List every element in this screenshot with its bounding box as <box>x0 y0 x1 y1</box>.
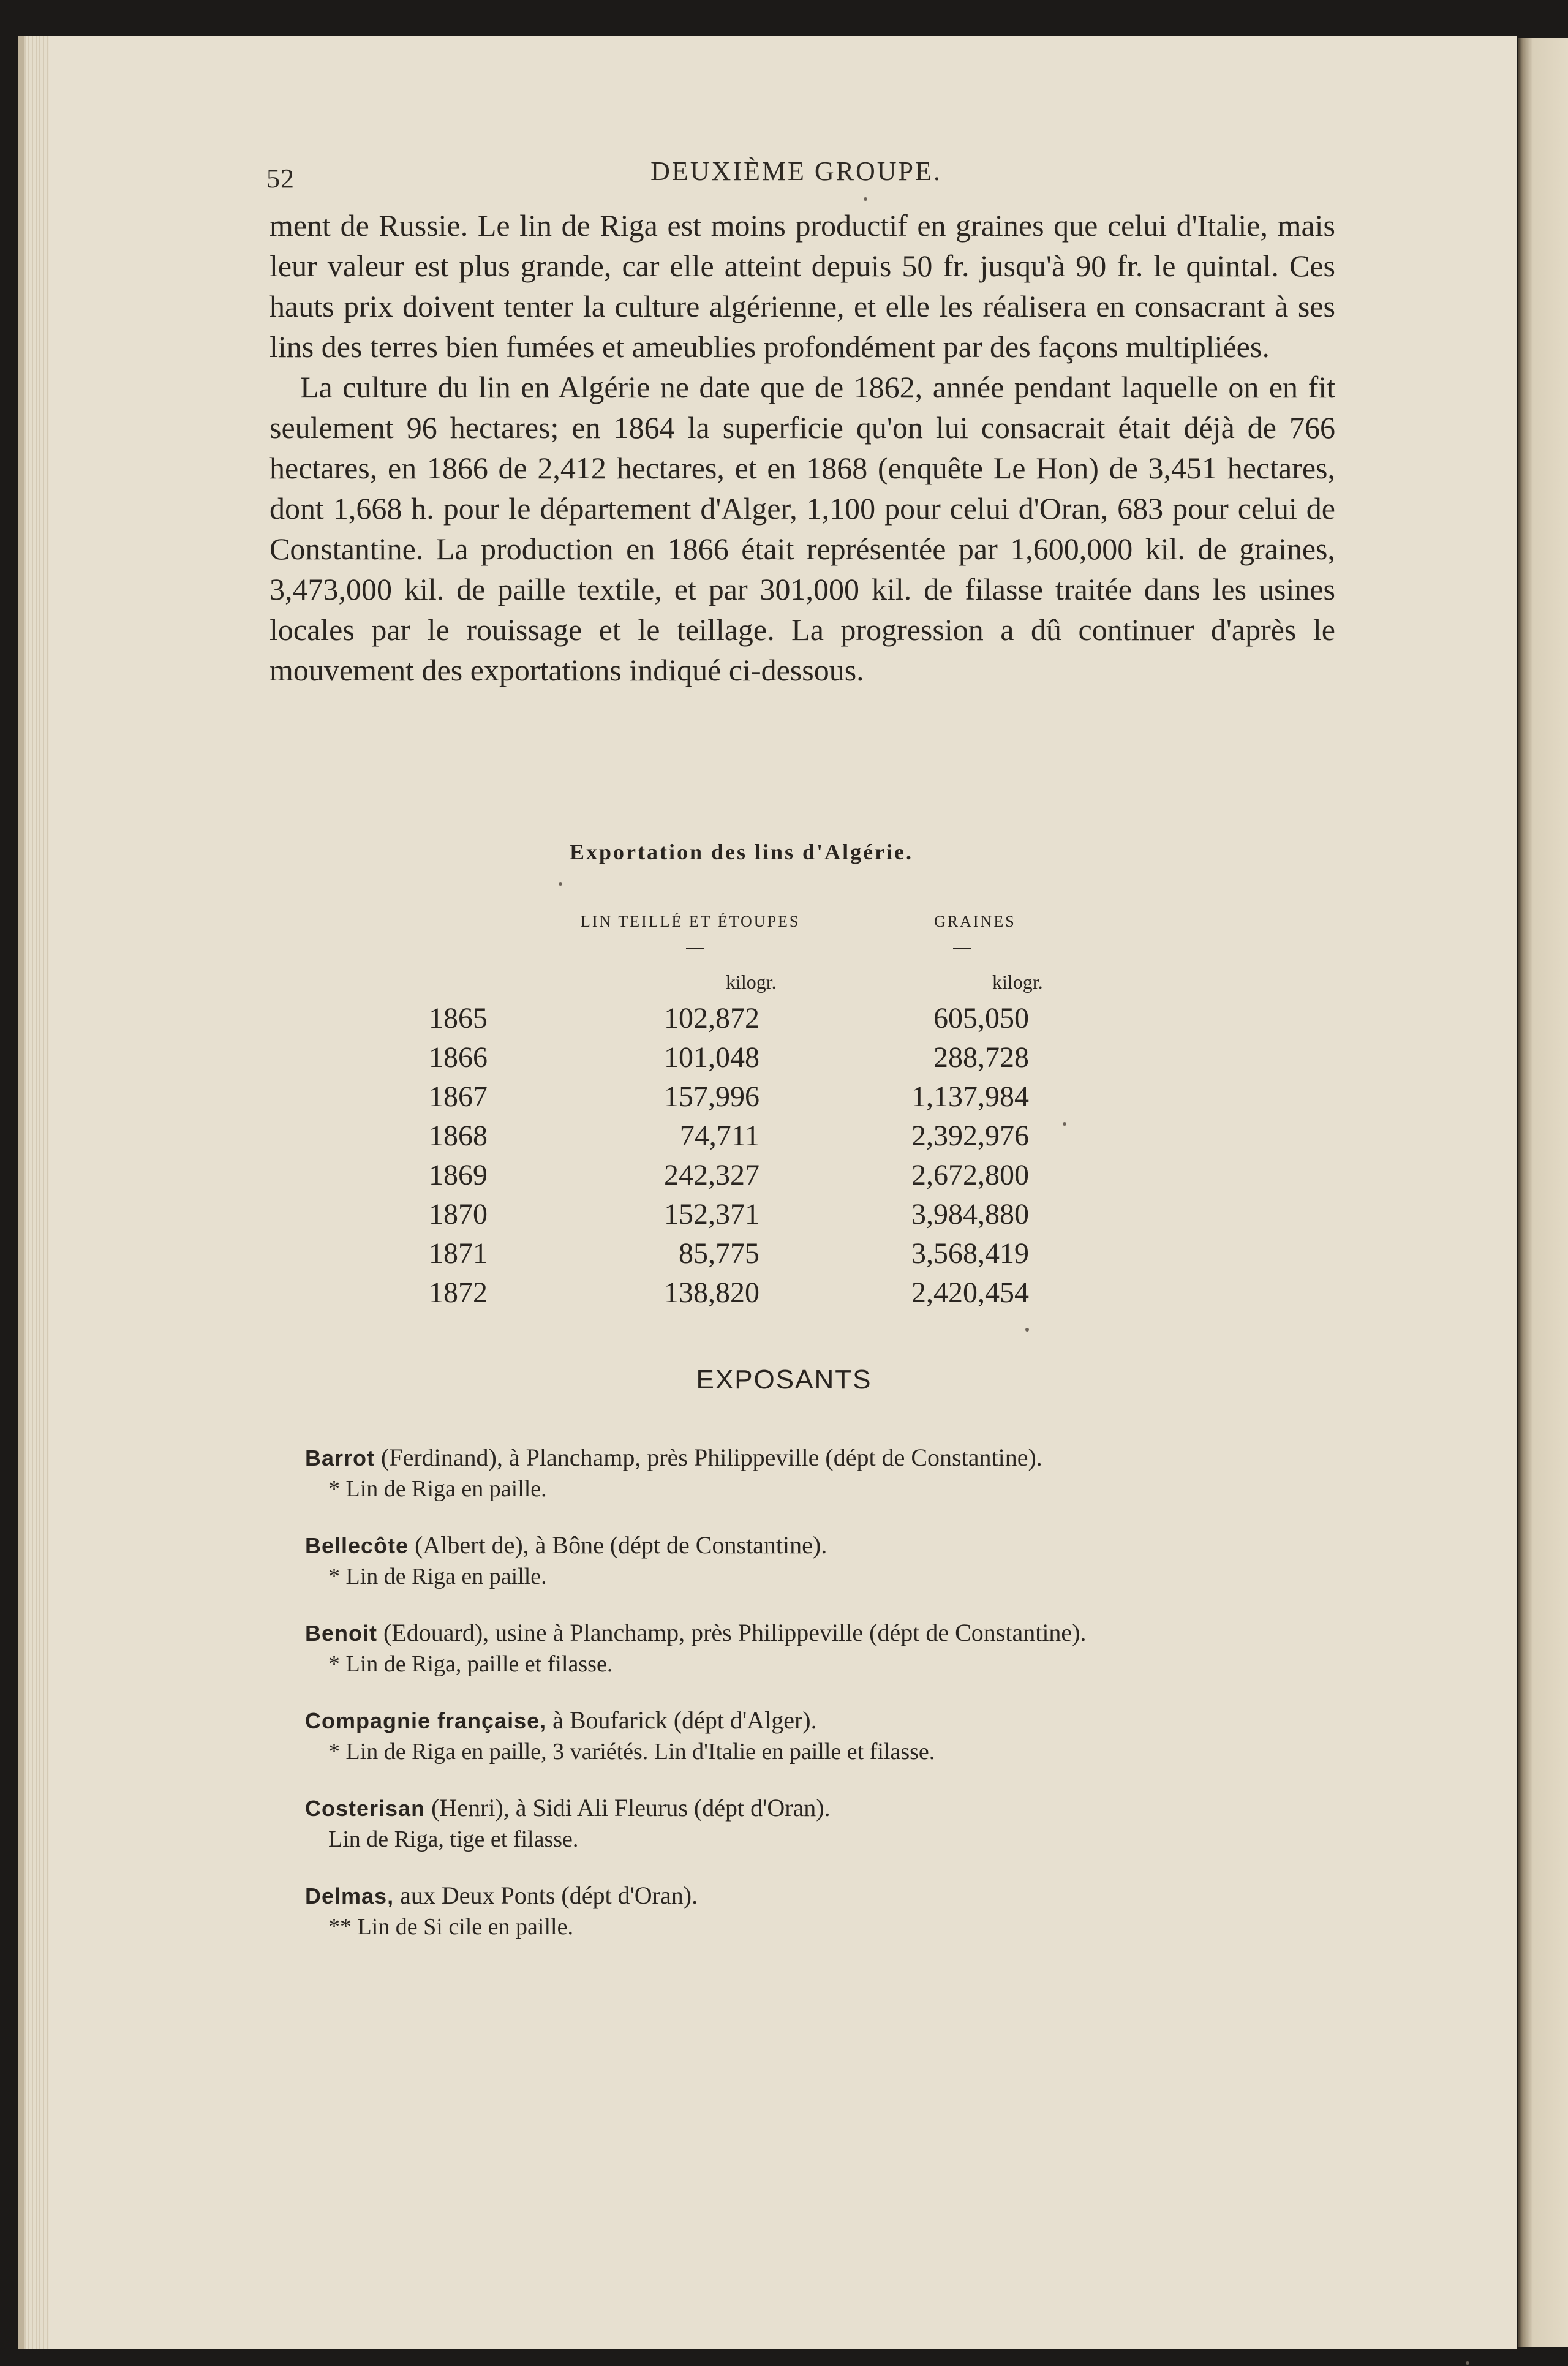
ink-speck <box>864 197 867 201</box>
lin-cell: 85,775 <box>679 1237 760 1270</box>
exhibitor-info: (Edouard), usine à Planchamp, près Philippeville (dépt de Constantine). <box>383 1619 1087 1646</box>
exhibitor-product: Lin de Riga, tige et filasse. <box>328 1826 579 1852</box>
graines-cell: 605,050 <box>933 1002 1029 1034</box>
year-cell: 1868 <box>429 1120 488 1152</box>
lin-cell: 157,996 <box>664 1080 760 1113</box>
exhibitor-product: * Lin de Riga en paille. <box>328 1564 547 1589</box>
graines-cell: 288,728 <box>933 1041 1029 1074</box>
exhibitor-name: Barrot <box>305 1445 375 1471</box>
graines-cell: 3,568,419 <box>911 1237 1029 1270</box>
column-header-graines: GRAINES <box>934 913 1016 930</box>
ink-speck <box>1466 2361 1469 2365</box>
graines-cell: 1,137,984 <box>911 1080 1029 1113</box>
column-dash <box>686 948 704 949</box>
lin-cell: 101,048 <box>664 1041 760 1074</box>
exhibitor-product: ** Lin de Si cile en paille. <box>328 1914 573 1940</box>
column-header-lin: LIN TEILLÉ ET ÉTOUPES <box>581 913 801 930</box>
ink-speck <box>1025 1328 1029 1332</box>
exhibitor-product: * Lin de Riga, paille et filasse. <box>328 1651 613 1677</box>
exhibitor-info: (Ferdinand), à Planchamp, près Philippeville (dépt de Constantine). <box>381 1444 1042 1471</box>
unit-label-graines: kilogr. <box>992 971 1043 993</box>
exhibitor-info: (Albert de), à Bône (dépt de Constantine). <box>415 1531 827 1559</box>
graines-cell: 3,984,880 <box>911 1198 1029 1230</box>
year-cell: 1866 <box>429 1041 488 1074</box>
exhibitor-list <box>305 1442 1383 1968</box>
exhibitor-name: Benoit <box>305 1621 377 1646</box>
lin-cell: 242,327 <box>664 1159 760 1191</box>
exhibitor-entry <box>305 1530 1383 1592</box>
running-header <box>266 147 1326 196</box>
exhibitor-name: Costerisan <box>305 1796 426 1821</box>
unit-label-lin: kilogr. <box>726 971 777 993</box>
year-cell: 1871 <box>429 1237 488 1270</box>
exhibitor-info: aux Deux Ponts (dépt d'Oran). <box>400 1882 698 1909</box>
year-cell: 1865 <box>429 1002 488 1034</box>
exhibitor-name: Bellecôte <box>305 1533 409 1558</box>
book-spine <box>1518 38 1568 2347</box>
graines-cell: 2,392,976 <box>911 1120 1029 1152</box>
year-cell: 1869 <box>429 1159 488 1191</box>
lin-cell: 74,711 <box>679 1120 760 1152</box>
lin-cell: 102,872 <box>664 1002 760 1034</box>
exhibitor-info: à Boufarick (dépt d'Alger). <box>552 1706 817 1734</box>
page-number: 52 <box>266 164 295 194</box>
exhibitor-entry <box>305 1880 1383 1942</box>
graines-cell: 2,420,454 <box>911 1276 1029 1309</box>
exhibitor-entry <box>305 1618 1383 1679</box>
exposants-heading: EXPOSANTS <box>696 1365 872 1395</box>
ink-speck <box>559 882 562 886</box>
exhibitor-product: * Lin de Riga en paille. <box>328 1476 547 1502</box>
exhibitor-entry <box>305 1442 1383 1504</box>
paragraph: ment de Russie. Le lin de Riga est moins productif en graines que celui d'Italie, mais leur valeur est plus grande, car elle atteint depuis 50 fr. jusqu'à 90 fr. le quintal. Ces hauts prix doivent tenter la culture algérienne, et elle les réalisera en consacrant à ses lins des terres bien fumées et ameublies profondément par des façons multipliées. <box>270 208 1335 364</box>
body-text <box>270 205 1335 690</box>
year-cell: 1870 <box>429 1198 488 1230</box>
exhibitor-name: Delmas, <box>305 1883 394 1908</box>
exhibitor-name: Compagnie française, <box>305 1708 547 1733</box>
header-title: DEUXIÈME GROUPE. <box>650 156 942 186</box>
year-cell: 1867 <box>429 1080 488 1113</box>
exhibitor-entry <box>305 1793 1383 1855</box>
exhibitor-entry <box>305 1705 1383 1767</box>
exhibitor-product: * Lin de Riga en paille, 3 variétés. Lin d'Italie en paille et filasse. <box>328 1739 935 1765</box>
graines-cell: 2,672,800 <box>911 1159 1029 1191</box>
lin-cell: 152,371 <box>664 1198 760 1230</box>
column-dash <box>953 948 971 949</box>
ink-speck <box>1063 1122 1066 1126</box>
year-cell: 1872 <box>429 1276 488 1309</box>
lin-cell: 138,820 <box>664 1276 760 1309</box>
exhibitor-info: (Henri), à Sidi Ali Fleurus (dépt d'Oran). <box>431 1794 831 1822</box>
table-title: Exportation des lins d'Algérie. <box>570 840 914 864</box>
paragraph: La culture du lin en Algérie ne date que de 1862, année pendant laquelle on en fit seulement 96 hectares; en 1864 la superficie qu'on lui consacrait était déjà de 766 hectares, en 1866 de 2,412 hectares, et en 1868 (enquête Le Hon) de 3,451 hectares, dont 1,668 h. pour le département d'Alger, 1,100 pour celui d'Oran, 683 pour celui de Constantine. La production en 1866 était représentée par 1,600,000 kil. de graines, 3,473,000 kil. de paille textile, et par 301,000 kil. de filasse traitée dans les usines locales par le rouissage et le teillage. La progression a dû continuer d'après le mouvement des exportations indiqué ci-dessous. <box>270 370 1335 687</box>
page-edge-stack <box>24 36 49 2349</box>
